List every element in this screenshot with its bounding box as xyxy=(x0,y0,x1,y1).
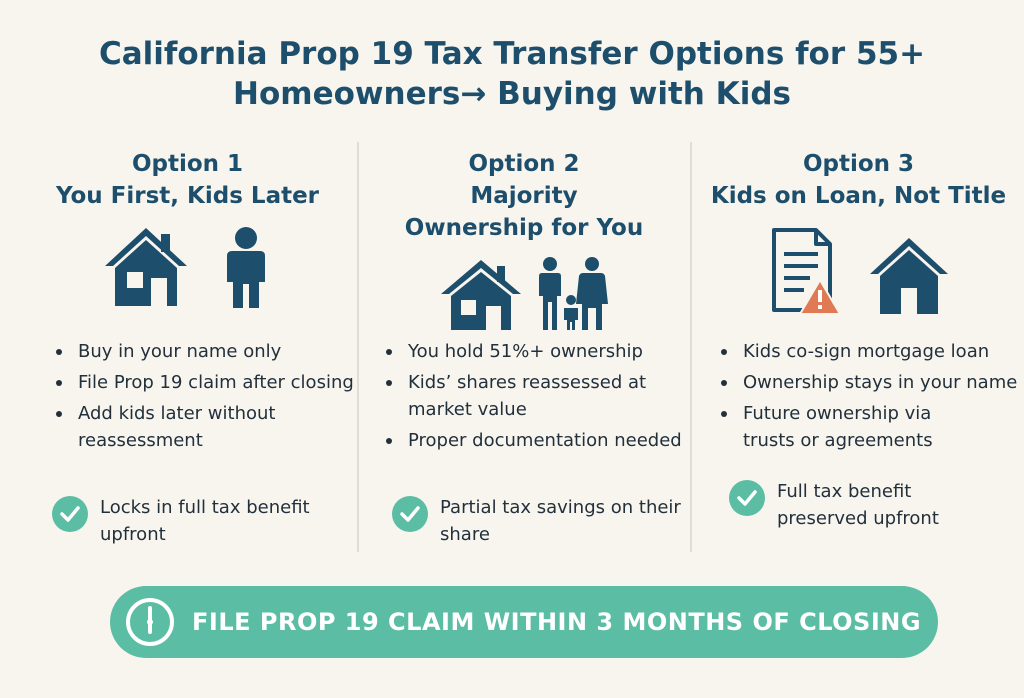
option-2-subheading: Majority Ownership for You xyxy=(404,183,644,241)
check-icon xyxy=(392,496,428,532)
option-3-title xyxy=(693,148,1024,212)
list-item: Kids’ shares reassessed at market value xyxy=(386,369,690,423)
option-1-heading: Option 1 xyxy=(131,151,244,177)
clock-icon xyxy=(124,596,176,648)
option-3-subheading: Kids on Loan, Not Title xyxy=(710,183,1007,209)
deadline-banner xyxy=(110,586,938,658)
option-1-title xyxy=(20,148,355,212)
list-item: File Prop 19 claim after closing xyxy=(56,369,355,396)
list-item: Proper documentation needed xyxy=(386,427,690,454)
option-3-illustration xyxy=(693,226,1024,316)
family-icon xyxy=(535,256,609,332)
option-3-benefit-text: Full tax benefit preserved upfront xyxy=(777,481,939,529)
title-line-2: Homeowners→ Buying with Kids xyxy=(233,76,791,112)
banner-text: FILE PROP 19 CLAIM WITHIN 3 MONTHS OF CLOSING xyxy=(192,608,922,636)
option-2-benefit xyxy=(392,494,682,548)
list-item: Kids co-sign mortgage loan xyxy=(721,338,1024,365)
house-icon xyxy=(868,236,950,316)
page-title xyxy=(0,34,1024,114)
option-1-subheading: You First, Kids Later xyxy=(55,183,320,209)
document-warning-icon xyxy=(768,226,842,316)
option-2-heading: Option 2 xyxy=(468,151,580,177)
option-2-illustration xyxy=(358,252,690,332)
list-item: Ownership stays in your name xyxy=(721,369,1024,396)
option-1-benefit-text: Locks in full tax benefit upfront xyxy=(100,497,310,545)
list-item: Buy in your name only xyxy=(56,338,355,365)
option-2-bullets xyxy=(386,338,690,458)
option-3-heading: Option 3 xyxy=(802,151,915,177)
person-icon xyxy=(219,226,273,308)
list-item: You hold 51%+ ownership xyxy=(386,338,690,365)
option-2-column xyxy=(358,142,690,552)
option-1-bullets xyxy=(56,338,355,458)
title-line-1: California Prop 19 Tax Transfer Options for 55+ xyxy=(98,36,926,72)
option-1-column xyxy=(20,142,355,552)
house-icon xyxy=(439,258,523,332)
list-item: Add kids later without reassessment xyxy=(56,400,355,454)
list-item: Future ownership via trusts or agreements xyxy=(721,400,951,454)
option-3-bullets xyxy=(721,338,1024,458)
option-2-title xyxy=(358,148,690,244)
option-2-benefit-text: Partial tax savings on their share xyxy=(440,497,681,545)
option-1-illustration xyxy=(20,226,355,308)
option-3-benefit xyxy=(729,478,1009,532)
option-1-benefit xyxy=(52,494,352,548)
column-divider xyxy=(690,142,692,552)
check-icon xyxy=(52,496,88,532)
house-icon xyxy=(103,226,189,308)
option-3-column xyxy=(693,142,1024,552)
check-icon xyxy=(729,480,765,516)
